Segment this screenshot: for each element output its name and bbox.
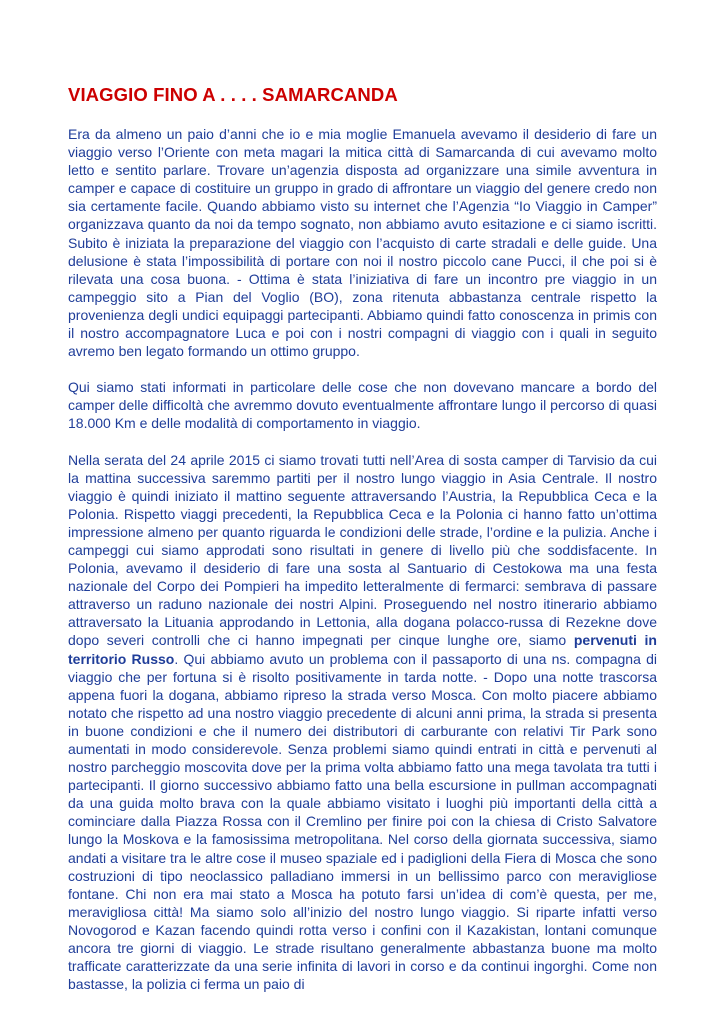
paragraph-journey-bold-phrase: pervenuti in territorio Russo (68, 632, 657, 667)
paragraph-intro: Era da almeno un paio d’anni che io e mia moglie Emanuela avevamo il desiderio di fare un viaggio verso l’Oriente con meta magari la mitica città di Samarcanda di cui avevamo molto letto e sentito parlare. Trovare un’agenzia disposta ad organizzare una simile avventura in camper e capace di costituire un gruppo in grado di affrontare un viaggio del genere credo non sia certamente facile. Quando abbiamo visto su internet che l’Agenzia “Io Viaggio in Camper” organizzava quanto da noi da tempo sognato, non abbiamo avuto esitazione e ci siamo iscritti. Subito è iniziata la preparazione del viaggio con l’acquisto di carte stradali e delle guide. Una delusione è stata l’impossibilità di portare con noi il nostro piccolo cane Pucci, il che poi si è rilevata una cosa buona. - Ottima è stata l’iniziativa di fare un incontro pre viaggio in un campeggio sito a Pian del Voglio (BO), zona ritenuta abbastanza centrale rispetto la provenienza degli undici equipaggi partecipanti. Abbiamo quindi fatto conoscenza in primis con il nostro accompagnatore Luca e poi con i nostri compagni di viaggio con i quali in seguito avremo ben legato formando un ottimo gruppo. (68, 126, 657, 360)
paragraph-briefing: Qui siamo stati informati in particolare delle cose che non dovevano mancare a bordo del camper delle difficoltà che avremmo dovuto eventualmente affrontare lungo il percorso di quasi 18.000 Km e delle modalità di comportamento in viaggio. (68, 379, 657, 432)
document-title: VIAGGIO FINO A . . . . SAMARCANDA (68, 84, 398, 105)
paragraph-journey-text-before: Nella serata del 24 aprile 2015 ci siamo trovati tutti nell’Area di sosta camper di Tarvisio da cui la mattina successiva saremmo partiti per il nostro lungo viaggio in Asia Centrale. Il nostro viaggio è quindi iniziato il mattino seguente attraversando l’Austria, la Repubblica Ceca e la Polonia. Rispetto viaggi precedenti, la Repubblica Ceca e la Polonia ci hanno fatto un’ottima impressione almeno per quanto riguarda le condizioni delle strade, l’ordine e la pulizia. Anche i campeggi cui siamo approdati sono risultati in genere di livello più che soddisfacente. In Polonia, avevamo il desiderio di fare una sosta al Santuario di Cestokowa ma una festa nazionale del Corpo dei Pompieri ha impedito letteralmente di fermarci: sembrava di passare attraverso un raduno nazionale dei nostri Alpini. Proseguendo nel nostro itinerario abbiamo attraversato la Lituania approdando in Lettonia, alla dogana polacco-russa di Rezekne dove dopo severi controlli che ci hanno impegnati per cinque lunghe ore, siamo (68, 451, 657, 649)
paragraph-journey-text-after: . Qui abbiamo avuto un problema con il passaporto di una ns. compagna di viaggio che per fortuna si è risolto positivamente in tarda notte. - Dopo una notte trascorsa appena fuori la dogana, abbiamo ripreso la strada verso Mosca. Con molto piacere abbiamo notato che rispetto ad una nostro viaggio precedente di alcuni anni prima, la strada si presenta in buone condizioni e che il numero dei distributori di carburante con relativi Tir Park sono aumentati in modo considerevole. Senza problemi siamo quindi entrati in città e pervenuti al nostro parcheggio moscovita dove per la prima volta abbiamo fatto una mega tavolata tra tutti i partecipanti. Il giorno successivo abbiamo fatto una bella escursione in pullman accompagnati da una guida molto brava con la quale abbiamo visitato i luoghi più importanti della città a cominciare dalla Piazza Rossa con il Cremlino per finire poi con la chiesa di Cristo Salvatore lungo la Moskova e la famosissima metropolitana. Nel corso della giornata successiva, siamo andati a visitare tra le altre cose il museo spaziale ed i padiglioni della Fiera di Mosca che sono costruzioni di tipo neoclassico palladiano immersi in un bellissimo parco con meravigliose fontane. Chi non era mai stato a Mosca ha potuto farsi un’idea di com’è questa, per me, meravigliosa città! Ma siamo solo all’inizio del nostro lungo viaggio. Si riparte infatti verso Novogorod e Kazan facendo quindi rotta verso i confini con il Kazakistan, lontani comunque ancora tre giorni di viaggio. Le strade risultano generalmente abbastanza buone ma molto trafficate caratterizzate da una serie infinita di lavori in corso e da continui ingorghi. Come non bastasse, la polizia ci ferma un paio di (68, 650, 657, 993)
paragraph-journey (68, 451, 657, 994)
document-page (68, 84, 657, 993)
